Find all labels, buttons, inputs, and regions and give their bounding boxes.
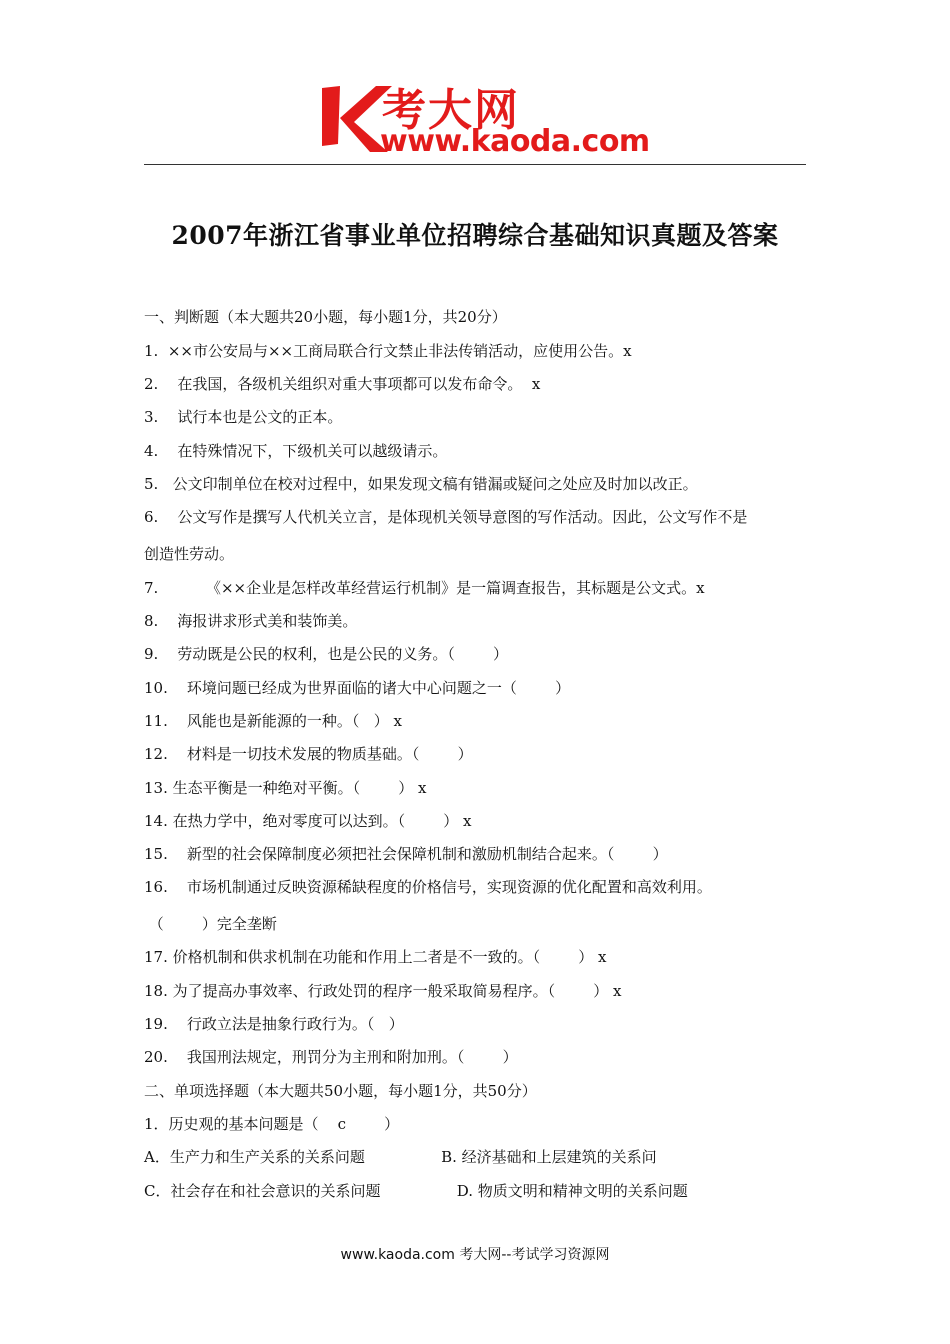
kaoda-logo [318, 80, 648, 160]
text-line: 3. 试行本也是公文的正本。 [144, 408, 343, 426]
text-line: 16. 市场机制通过反映资源稀缺程度的价格信号，实现资源的优化配置和高效利用。 [144, 878, 712, 896]
text-line: 8. 海报讲求形式美和装饰美。 [144, 612, 358, 630]
text-line: 1．历史观的基本问题是（ c ） [144, 1115, 400, 1133]
document-title: 2007年浙江省事业单位招聘综合基础知识真题及答案 [171, 221, 779, 250]
text-line: C．社会存在和社会意识的关系问题 D. 物质文明和精神文明的关系问题 [144, 1182, 688, 1200]
text-line: 18. 为了提高办事效率、行政处罚的程序一般采取简易程序。（ ） x [144, 982, 622, 1000]
text-line: 5. 公文印制单位在校对过程中，如果发现文稿有错漏或疑问之处应及时加以改正。 [144, 475, 698, 493]
logo-chinese-text: 考大网 [382, 85, 520, 136]
text-line: 一、判断题（本大题共20小题，每小题1分，共20分） [144, 308, 507, 326]
text-line: 11. 风能也是新能源的一种。（ ） x [144, 712, 402, 730]
text-line: 13. 生态平衡是一种绝对平衡。（ ） x [144, 779, 427, 797]
text-line: A．生产力和生产关系的关系问题 B. 经济基础和上层建筑的关系问 [144, 1148, 657, 1166]
text-line: 10. 环境问题已经成为世界面临的诸大中心问题之一（ ） [144, 679, 571, 697]
text-line: 15. 新型的社会保障制度必须把社会保障机制和激励机制结合起来。（ ） [144, 845, 668, 863]
text-line: 20. 我国刑法规定，刑罚分为主刑和附加刑。（ ） [144, 1048, 518, 1066]
text-line: （ ）完全垄断 [144, 915, 277, 933]
text-line: 19. 行政立法是抽象行政行为。（ ） [144, 1015, 404, 1033]
text-line: 12. 材料是一切技术发展的物质基础。（ ） [144, 745, 473, 763]
text-line: 14. 在热力学中，绝对零度可以达到。（ ） x [144, 812, 472, 830]
logo-url-text: www.kaoda.com [380, 124, 650, 159]
text-line: 6. 公文写作是撰写人代机关立言，是体现机关领导意图的写作活动。因此，公文写作不是 [144, 508, 748, 526]
text-line: 7. 《××企业是怎样改革经营运行机制》是一篇调查报告，其标题是公文式。x [144, 579, 705, 597]
text-line: 创造性劳动。 [144, 545, 235, 563]
text-line: 17. 价格机制和供求机制在功能和作用上二者是不一致的。（ ） x [144, 948, 607, 966]
page-footer: www.kaoda.com 考大网--考试学习资源网 [340, 1247, 610, 1263]
text-line: 9. 劳动既是公民的权利，也是公民的义务。（ ） [144, 645, 509, 663]
text-line: 1. ××市公安局与××工商局联合行文禁止非法传销活动，应使用公告。x [144, 342, 632, 360]
text-line: 4. 在特殊情况下，下级机关可以越级请示。 [144, 442, 448, 460]
text-line: 二、单项选择题（本大题共50小题，每小题1分，共50分） [144, 1082, 537, 1100]
header-divider [144, 164, 806, 165]
text-line: 2. 在我国，各级机关组织对重大事项都可以发布命令。 x [144, 375, 541, 393]
